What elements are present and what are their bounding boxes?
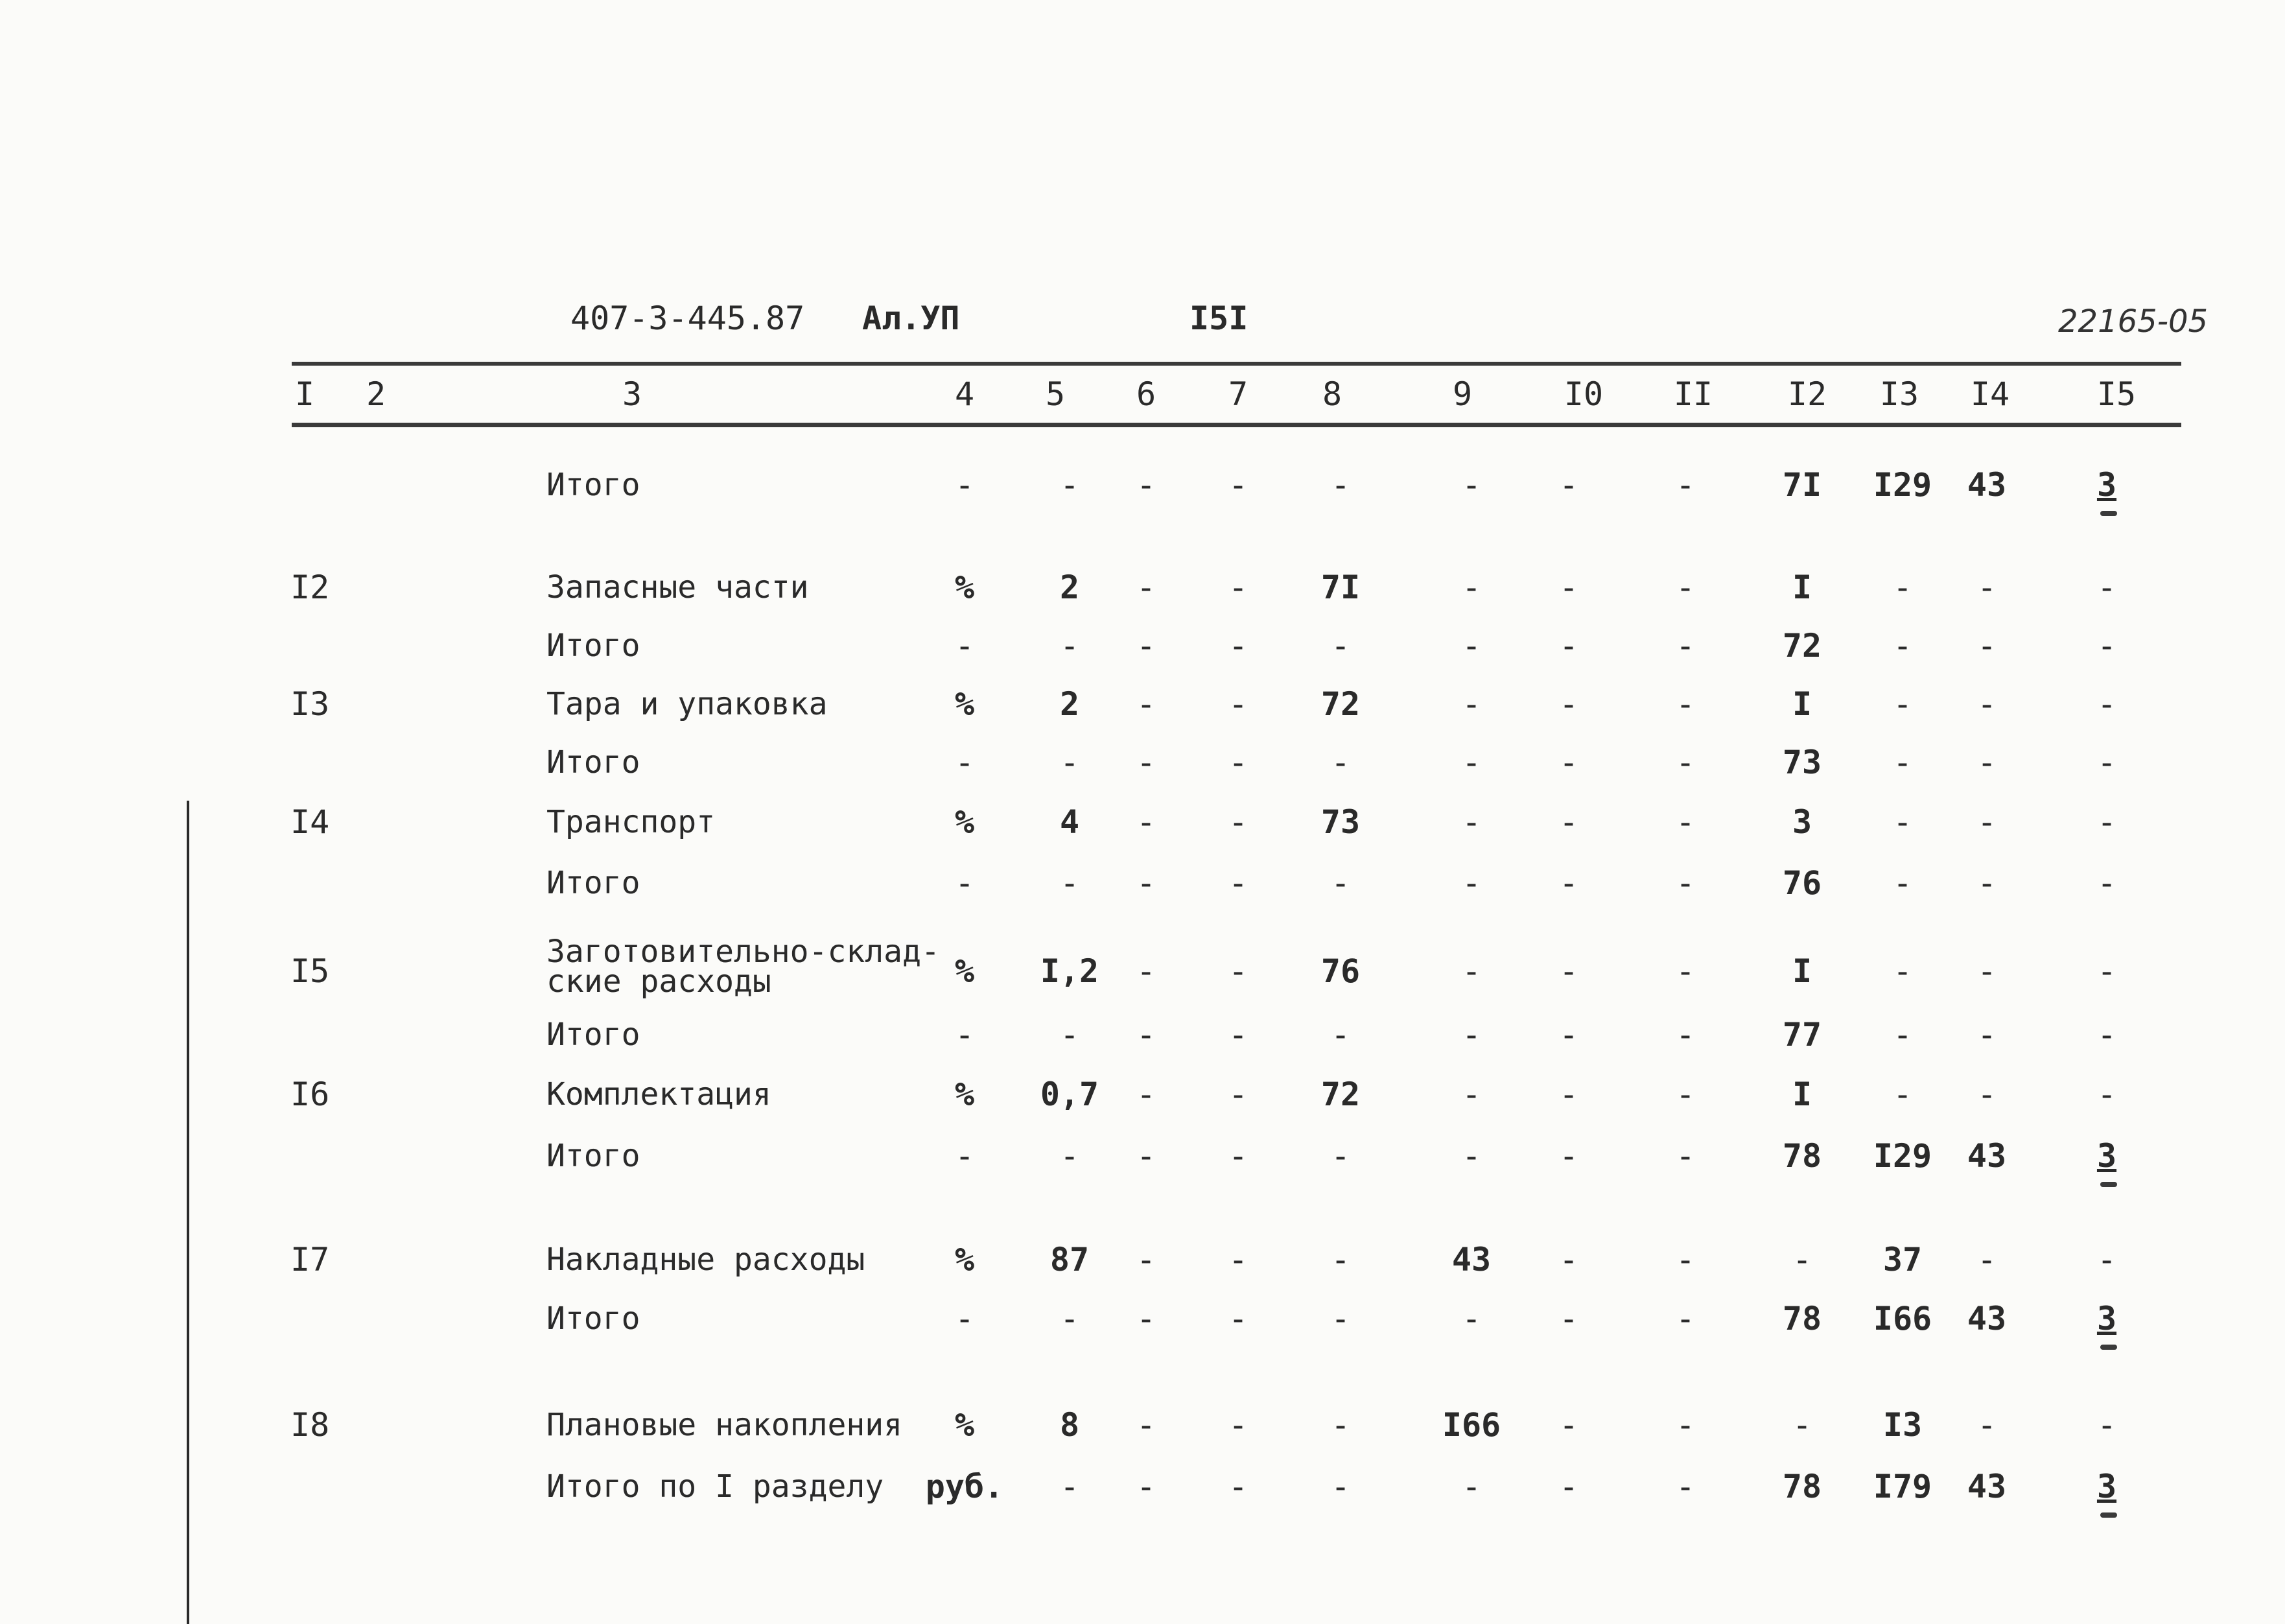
cell-c10: -: [1558, 744, 1579, 781]
cell-c10: -: [1558, 1468, 1579, 1505]
cell-c12: 77: [1782, 1016, 1822, 1053]
item-name: ские расходы: [546, 963, 771, 1000]
cell-c9: -: [1461, 864, 1482, 902]
cell-c13: -: [1892, 569, 1913, 606]
cell-c11: -: [1675, 864, 1696, 902]
cell-c13: -: [1892, 1076, 1913, 1113]
cell-c12: -: [1792, 1406, 1812, 1444]
column-header: I2: [1787, 375, 1827, 413]
cell-c15: -: [2096, 1016, 2117, 1053]
cell-c4: -: [954, 627, 975, 665]
cell-c9: -: [1461, 1076, 1482, 1113]
column-header: 5: [1045, 375, 1066, 413]
cell-c15: -: [2096, 803, 2117, 841]
cell-c11: -: [1675, 1137, 1696, 1175]
cell-c4: %: [954, 1406, 975, 1444]
cell-c4: -: [954, 1300, 975, 1337]
cell-c6: -: [1136, 1137, 1156, 1175]
item-name: Итого: [546, 1138, 640, 1174]
cell-c14: -: [1976, 627, 1997, 665]
item-name: Итого по I разделу: [546, 1468, 884, 1505]
cell-c14: 43: [1967, 1468, 2007, 1505]
cell-c14: -: [1976, 685, 1997, 723]
cell-c13: I66: [1873, 1300, 1932, 1337]
cell-c6: -: [1136, 1076, 1156, 1113]
cell-c14: -: [1976, 1076, 1997, 1113]
cell-c10: -: [1558, 1016, 1579, 1053]
cell-c14: -: [1976, 803, 1997, 841]
item-name: Комплектация: [546, 1076, 771, 1112]
column-header: 4: [954, 375, 975, 413]
item-name: Итого: [546, 1300, 640, 1337]
cell-c10: -: [1558, 1076, 1579, 1113]
cell-c12: I: [1792, 952, 1812, 990]
cell-c15: -: [2096, 1076, 2117, 1113]
cell-c9: -: [1461, 627, 1482, 665]
row-number: I2: [290, 569, 330, 606]
item-name: Запасные части: [546, 569, 809, 606]
cell-c7: -: [1228, 952, 1248, 990]
cell-c11: -: [1675, 1016, 1696, 1053]
cell-c10: -: [1558, 1300, 1579, 1337]
cell-c15: -: [2096, 569, 2117, 606]
cell-c4: %: [954, 685, 975, 723]
cell-c13: -: [1892, 864, 1913, 902]
cell-c6: -: [1136, 627, 1156, 665]
cell-c13: -: [1892, 627, 1913, 665]
cell-c8: -: [1330, 466, 1351, 504]
top-rule: [292, 362, 2181, 366]
cell-c10: -: [1558, 627, 1579, 665]
cell-c4: руб.: [925, 1468, 1004, 1505]
cell-c6: -: [1136, 1300, 1156, 1337]
column-header: 9: [1452, 375, 1473, 413]
cell-c8: -: [1330, 1137, 1351, 1175]
cell-c10: -: [1558, 1406, 1579, 1444]
item-name: Накладные расходы: [546, 1242, 865, 1278]
cell-c13: 37: [1882, 1241, 1923, 1278]
cell-c4: -: [954, 744, 975, 781]
item-name: Итого: [546, 628, 640, 664]
item-name: Итого: [546, 1017, 640, 1053]
cell-c5: -: [1059, 1016, 1080, 1053]
cell-c14: 43: [1967, 1300, 2007, 1337]
cell-c12: 72: [1782, 627, 1822, 665]
cell-c4: %: [954, 1076, 975, 1113]
cell-c7: -: [1228, 466, 1248, 504]
album-label: Ал.УП: [862, 300, 960, 337]
column-header: II: [1673, 375, 1713, 413]
cell-c11: -: [1675, 1406, 1696, 1444]
cell-c5: -: [1059, 466, 1080, 504]
cell-c11: -: [1675, 627, 1696, 665]
cell-c5: 8: [1059, 1406, 1080, 1444]
cell-c11: -: [1675, 744, 1696, 781]
cell-c10: -: [1558, 685, 1579, 723]
cell-c6: -: [1136, 864, 1156, 902]
item-name: Заготовительно-склад-: [546, 934, 940, 970]
cell-c8: 76: [1320, 952, 1361, 990]
cell-c13: -: [1892, 685, 1913, 723]
cell-c12: 78: [1782, 1468, 1822, 1505]
cell-c6: -: [1136, 685, 1156, 723]
cell-c13: -: [1892, 952, 1913, 990]
cell-c8: 7I: [1320, 569, 1361, 606]
row-number: I7: [290, 1241, 330, 1278]
cell-c13: I29: [1873, 1137, 1932, 1175]
cell-c7: -: [1228, 1300, 1248, 1337]
cell-c11: -: [1675, 685, 1696, 723]
cell-c6: -: [1136, 803, 1156, 841]
cell-c5: 87: [1049, 1241, 1090, 1278]
row-number: I6: [290, 1076, 330, 1113]
column-header: I: [294, 375, 315, 413]
cell-c7: -: [1228, 627, 1248, 665]
page-number: I5I: [1189, 300, 1248, 337]
cell-c12: I: [1792, 685, 1812, 723]
column-header: 8: [1322, 375, 1342, 413]
item-name: Плановые накопления: [546, 1407, 903, 1443]
cell-c9: -: [1461, 569, 1482, 606]
item-name: Тара и упаковка: [546, 686, 828, 722]
cell-c5: -: [1059, 1137, 1080, 1175]
cell-c5: 2: [1059, 685, 1080, 723]
column-header: I3: [1879, 375, 1919, 413]
cell-c6: -: [1136, 1241, 1156, 1278]
cell-c5: 2: [1059, 569, 1080, 606]
cell-c5: -: [1059, 744, 1080, 781]
archive-stamp: 22165-05: [2058, 303, 2209, 340]
cell-c5: -: [1059, 1468, 1080, 1505]
cell-c5: 0,7: [1040, 1076, 1099, 1113]
row-number: I3: [290, 685, 330, 723]
cell-c13: -: [1892, 1016, 1913, 1053]
cell-c7: -: [1228, 569, 1248, 606]
cell-c11: -: [1675, 1300, 1696, 1337]
cell-c12: I: [1792, 1076, 1812, 1113]
cell-c9: -: [1461, 466, 1482, 504]
column-header: 3: [622, 375, 642, 413]
cell-c4: -: [954, 466, 975, 504]
cell-c12: -: [1792, 1241, 1812, 1278]
cell-c7: -: [1228, 685, 1248, 723]
row-number: I5: [290, 952, 330, 990]
cell-c5: 4: [1059, 803, 1080, 841]
cell-c7: -: [1228, 1137, 1248, 1175]
cell-c11: -: [1675, 1076, 1696, 1113]
cell-c8: -: [1330, 1016, 1351, 1053]
cell-c9: -: [1461, 1137, 1482, 1175]
cell-c12: 3: [1792, 803, 1812, 841]
cell-c7: -: [1228, 1076, 1248, 1113]
cell-c11: -: [1675, 466, 1696, 504]
cell-c10: -: [1558, 1137, 1579, 1175]
cell-c7: -: [1228, 1016, 1248, 1053]
cell-c4: -: [954, 1137, 975, 1175]
cell-c5: -: [1059, 627, 1080, 665]
row-number: I4: [290, 803, 330, 841]
cell-c12: 78: [1782, 1300, 1822, 1337]
column-header: I0: [1564, 375, 1604, 413]
cell-c10: -: [1558, 864, 1579, 902]
cell-c8: -: [1330, 1468, 1351, 1505]
cell-c6: -: [1136, 569, 1156, 606]
cell-c6: -: [1136, 1016, 1156, 1053]
cell-c8: -: [1330, 1406, 1351, 1444]
cell-c11: -: [1675, 1468, 1696, 1505]
cell-c4: %: [954, 569, 975, 606]
item-name: Итого: [546, 865, 640, 901]
cell-c7: -: [1228, 1241, 1248, 1278]
cell-c9: -: [1461, 685, 1482, 723]
subtotal-dash: [2100, 511, 2117, 516]
cell-c15: -: [2096, 1241, 2117, 1278]
cell-c14: -: [1976, 1241, 1997, 1278]
cell-c9: -: [1461, 803, 1482, 841]
cell-c9: -: [1461, 744, 1482, 781]
cell-c5: -: [1059, 864, 1080, 902]
column-header: I5: [2096, 375, 2137, 413]
cell-c13: -: [1892, 744, 1913, 781]
cell-c12: 78: [1782, 1137, 1822, 1175]
column-header: I4: [1970, 375, 2010, 413]
cell-c8: -: [1330, 627, 1351, 665]
cell-c12: 76: [1782, 864, 1822, 902]
cell-c14: 43: [1967, 1137, 2007, 1175]
cell-c15: 3: [2096, 466, 2117, 504]
cell-c6: -: [1136, 1406, 1156, 1444]
cell-c15: 3: [2096, 1137, 2117, 1175]
cell-c8: 73: [1320, 803, 1361, 841]
column-header: 6: [1136, 375, 1156, 413]
cell-c15: -: [2096, 627, 2117, 665]
cell-c7: -: [1228, 1468, 1248, 1505]
cell-c13: I29: [1873, 466, 1932, 504]
cell-c13: -: [1892, 803, 1913, 841]
subtotal-dash: [2100, 1512, 2117, 1518]
cell-c5: -: [1059, 1300, 1080, 1337]
column-header: 2: [366, 375, 386, 413]
cell-c14: -: [1976, 744, 1997, 781]
cell-c9: 43: [1451, 1241, 1492, 1278]
cell-c15: -: [2096, 864, 2117, 902]
cell-c15: -: [2096, 952, 2117, 990]
cell-c12: 73: [1782, 744, 1822, 781]
cell-c8: 72: [1320, 685, 1361, 723]
cell-c14: -: [1976, 569, 1997, 606]
cell-c6: -: [1136, 744, 1156, 781]
cell-c15: -: [2096, 1406, 2117, 1444]
cell-c12: 7I: [1782, 466, 1822, 504]
cell-c9: -: [1461, 1016, 1482, 1053]
cell-c11: -: [1675, 569, 1696, 606]
cell-c15: 3: [2096, 1468, 2117, 1505]
cell-c6: -: [1136, 466, 1156, 504]
cell-c7: -: [1228, 864, 1248, 902]
cell-c14: -: [1976, 1016, 1997, 1053]
item-name: Итого: [546, 467, 640, 503]
subtotal-dash: [2100, 1182, 2117, 1187]
cell-c7: -: [1228, 1406, 1248, 1444]
cell-c7: -: [1228, 803, 1248, 841]
cell-c11: -: [1675, 952, 1696, 990]
column-header: 7: [1228, 375, 1248, 413]
cell-c10: -: [1558, 466, 1579, 504]
cell-c7: -: [1228, 744, 1248, 781]
cell-c6: -: [1136, 1468, 1156, 1505]
cell-c14: 43: [1967, 466, 2007, 504]
item-name: Итого: [546, 744, 640, 781]
cell-c4: %: [954, 803, 975, 841]
cell-c13: I79: [1873, 1468, 1932, 1505]
subtotal-dash: [2100, 1345, 2117, 1350]
cell-c10: -: [1558, 803, 1579, 841]
cell-c15: 3: [2096, 1300, 2117, 1337]
cell-c10: -: [1558, 1241, 1579, 1278]
cell-c11: -: [1675, 803, 1696, 841]
cell-c15: -: [2096, 685, 2117, 723]
item-name: Транспорт: [546, 804, 716, 840]
cell-c4: %: [954, 952, 975, 990]
binding-line: [187, 801, 189, 1624]
cell-c4: %: [954, 1241, 975, 1278]
cell-c8: -: [1330, 1300, 1351, 1337]
cell-c4: -: [954, 1016, 975, 1053]
cell-c5: I,2: [1040, 952, 1099, 990]
cell-c8: -: [1330, 744, 1351, 781]
cell-c14: -: [1976, 952, 1997, 990]
cell-c9: -: [1461, 952, 1482, 990]
cell-c8: 72: [1320, 1076, 1361, 1113]
cell-c14: -: [1976, 1406, 1997, 1444]
cell-c10: -: [1558, 952, 1579, 990]
cell-c6: -: [1136, 952, 1156, 990]
cell-c4: -: [954, 864, 975, 902]
header-rule: [292, 423, 2181, 427]
row-number: I8: [290, 1406, 330, 1444]
cell-c15: -: [2096, 744, 2117, 781]
cell-c8: -: [1330, 864, 1351, 902]
cell-c12: I: [1792, 569, 1812, 606]
cell-c9: I66: [1442, 1406, 1501, 1444]
cell-c10: -: [1558, 569, 1579, 606]
cell-c13: I3: [1882, 1406, 1923, 1444]
cell-c8: -: [1330, 1241, 1351, 1278]
cell-c9: -: [1461, 1468, 1482, 1505]
doc-code: 407-3-445.87: [570, 300, 805, 337]
cell-c9: -: [1461, 1300, 1482, 1337]
cell-c11: -: [1675, 1241, 1696, 1278]
cell-c14: -: [1976, 864, 1997, 902]
